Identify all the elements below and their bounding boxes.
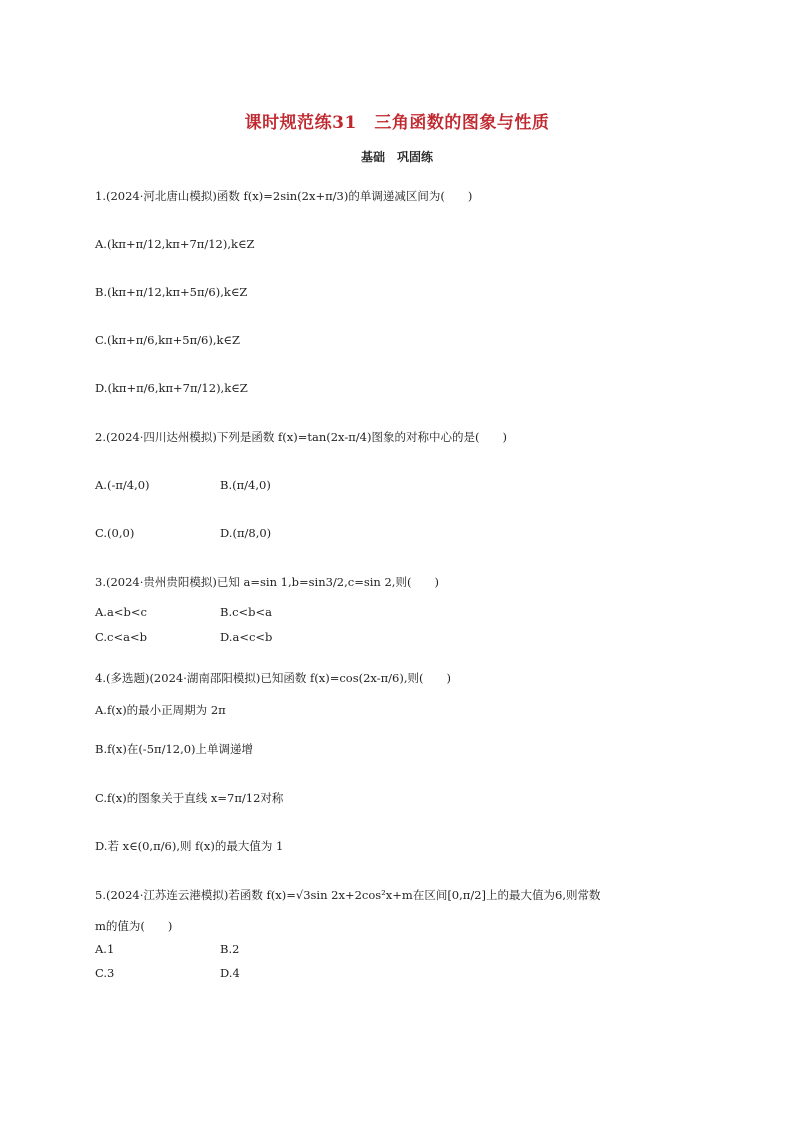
question-5-option-a[interactable]: A.1 [95, 942, 115, 956]
question-4-option-c[interactable]: C.f(x)的图象关于直线 x=7π/12对称 [95, 791, 284, 805]
question-2-stem: 2.(2024·四川达州模拟)下列是函数 f(x)=tan(2x-π/4)图象的对称中心的是( ) [95, 430, 507, 444]
question-2-option-d[interactable]: D.(π/8,0) [220, 526, 272, 540]
section-heading: 基础 巩固练 [360, 150, 433, 164]
question-5-option-b[interactable]: B.2 [220, 942, 240, 956]
question-4-option-a[interactable]: A.f(x)的最小正周期为 2π [95, 703, 226, 717]
question-5-stem-line-1: 5.(2024·江苏连云港模拟)若函数 f(x)=√3sin 2x+2cos²x+m在区间[0,π/2]上的最大值为6,则常数 [95, 888, 601, 902]
question-1-option-d[interactable]: D.(kπ+π/6,kπ+7π/12),k∈Z [95, 381, 248, 395]
question-4-stem: 4.(多选题)(2024·湖南邵阳模拟)已知函数 f(x)=cos(2x-π/6),则( ) [95, 671, 451, 685]
question-2-option-b[interactable]: B.(π/4,0) [220, 478, 271, 492]
question-4-option-d[interactable]: D.若 x∈(0,π/6),则 f(x)的最大值为 1 [95, 839, 284, 853]
question-1-option-a[interactable]: A.(kπ+π/12,kπ+7π/12),k∈Z [95, 237, 255, 251]
page-title: 课时规范练31 三角函数的图象与性质 [244, 113, 550, 133]
question-1-stem: 1.(2024·河北唐山模拟)函数 f(x)=2sin(2x+π/3)的单调递减区间为( ) [95, 189, 473, 203]
question-5-stem-line-2: m的值为( ) [95, 919, 173, 933]
question-3-option-c[interactable]: C.c<a<b [95, 630, 147, 644]
question-2-option-a[interactable]: A.(-π/4,0) [95, 478, 150, 492]
question-3-stem: 3.(2024·贵州贵阳模拟)已知 a=sin 1,b=sin3/2,c=sin 2,则( ) [95, 575, 439, 589]
question-3-option-b[interactable]: B.c<b<a [220, 605, 273, 619]
question-4-option-b[interactable]: B.f(x)在(-5π/12,0)上单调递增 [95, 742, 254, 756]
question-3-option-a[interactable]: A.a<b<c [95, 605, 147, 619]
question-1-option-b[interactable]: B.(kπ+π/12,kπ+5π/6),k∈Z [95, 285, 248, 299]
question-3-option-d[interactable]: D.a<c<b [220, 630, 273, 644]
question-5-option-d[interactable]: D.4 [220, 966, 240, 980]
question-5-option-c[interactable]: C.3 [95, 966, 115, 980]
question-1-option-c[interactable]: C.(kπ+π/6,kπ+5π/6),k∈Z [95, 333, 240, 347]
question-2-option-c[interactable]: C.(0,0) [95, 526, 135, 540]
